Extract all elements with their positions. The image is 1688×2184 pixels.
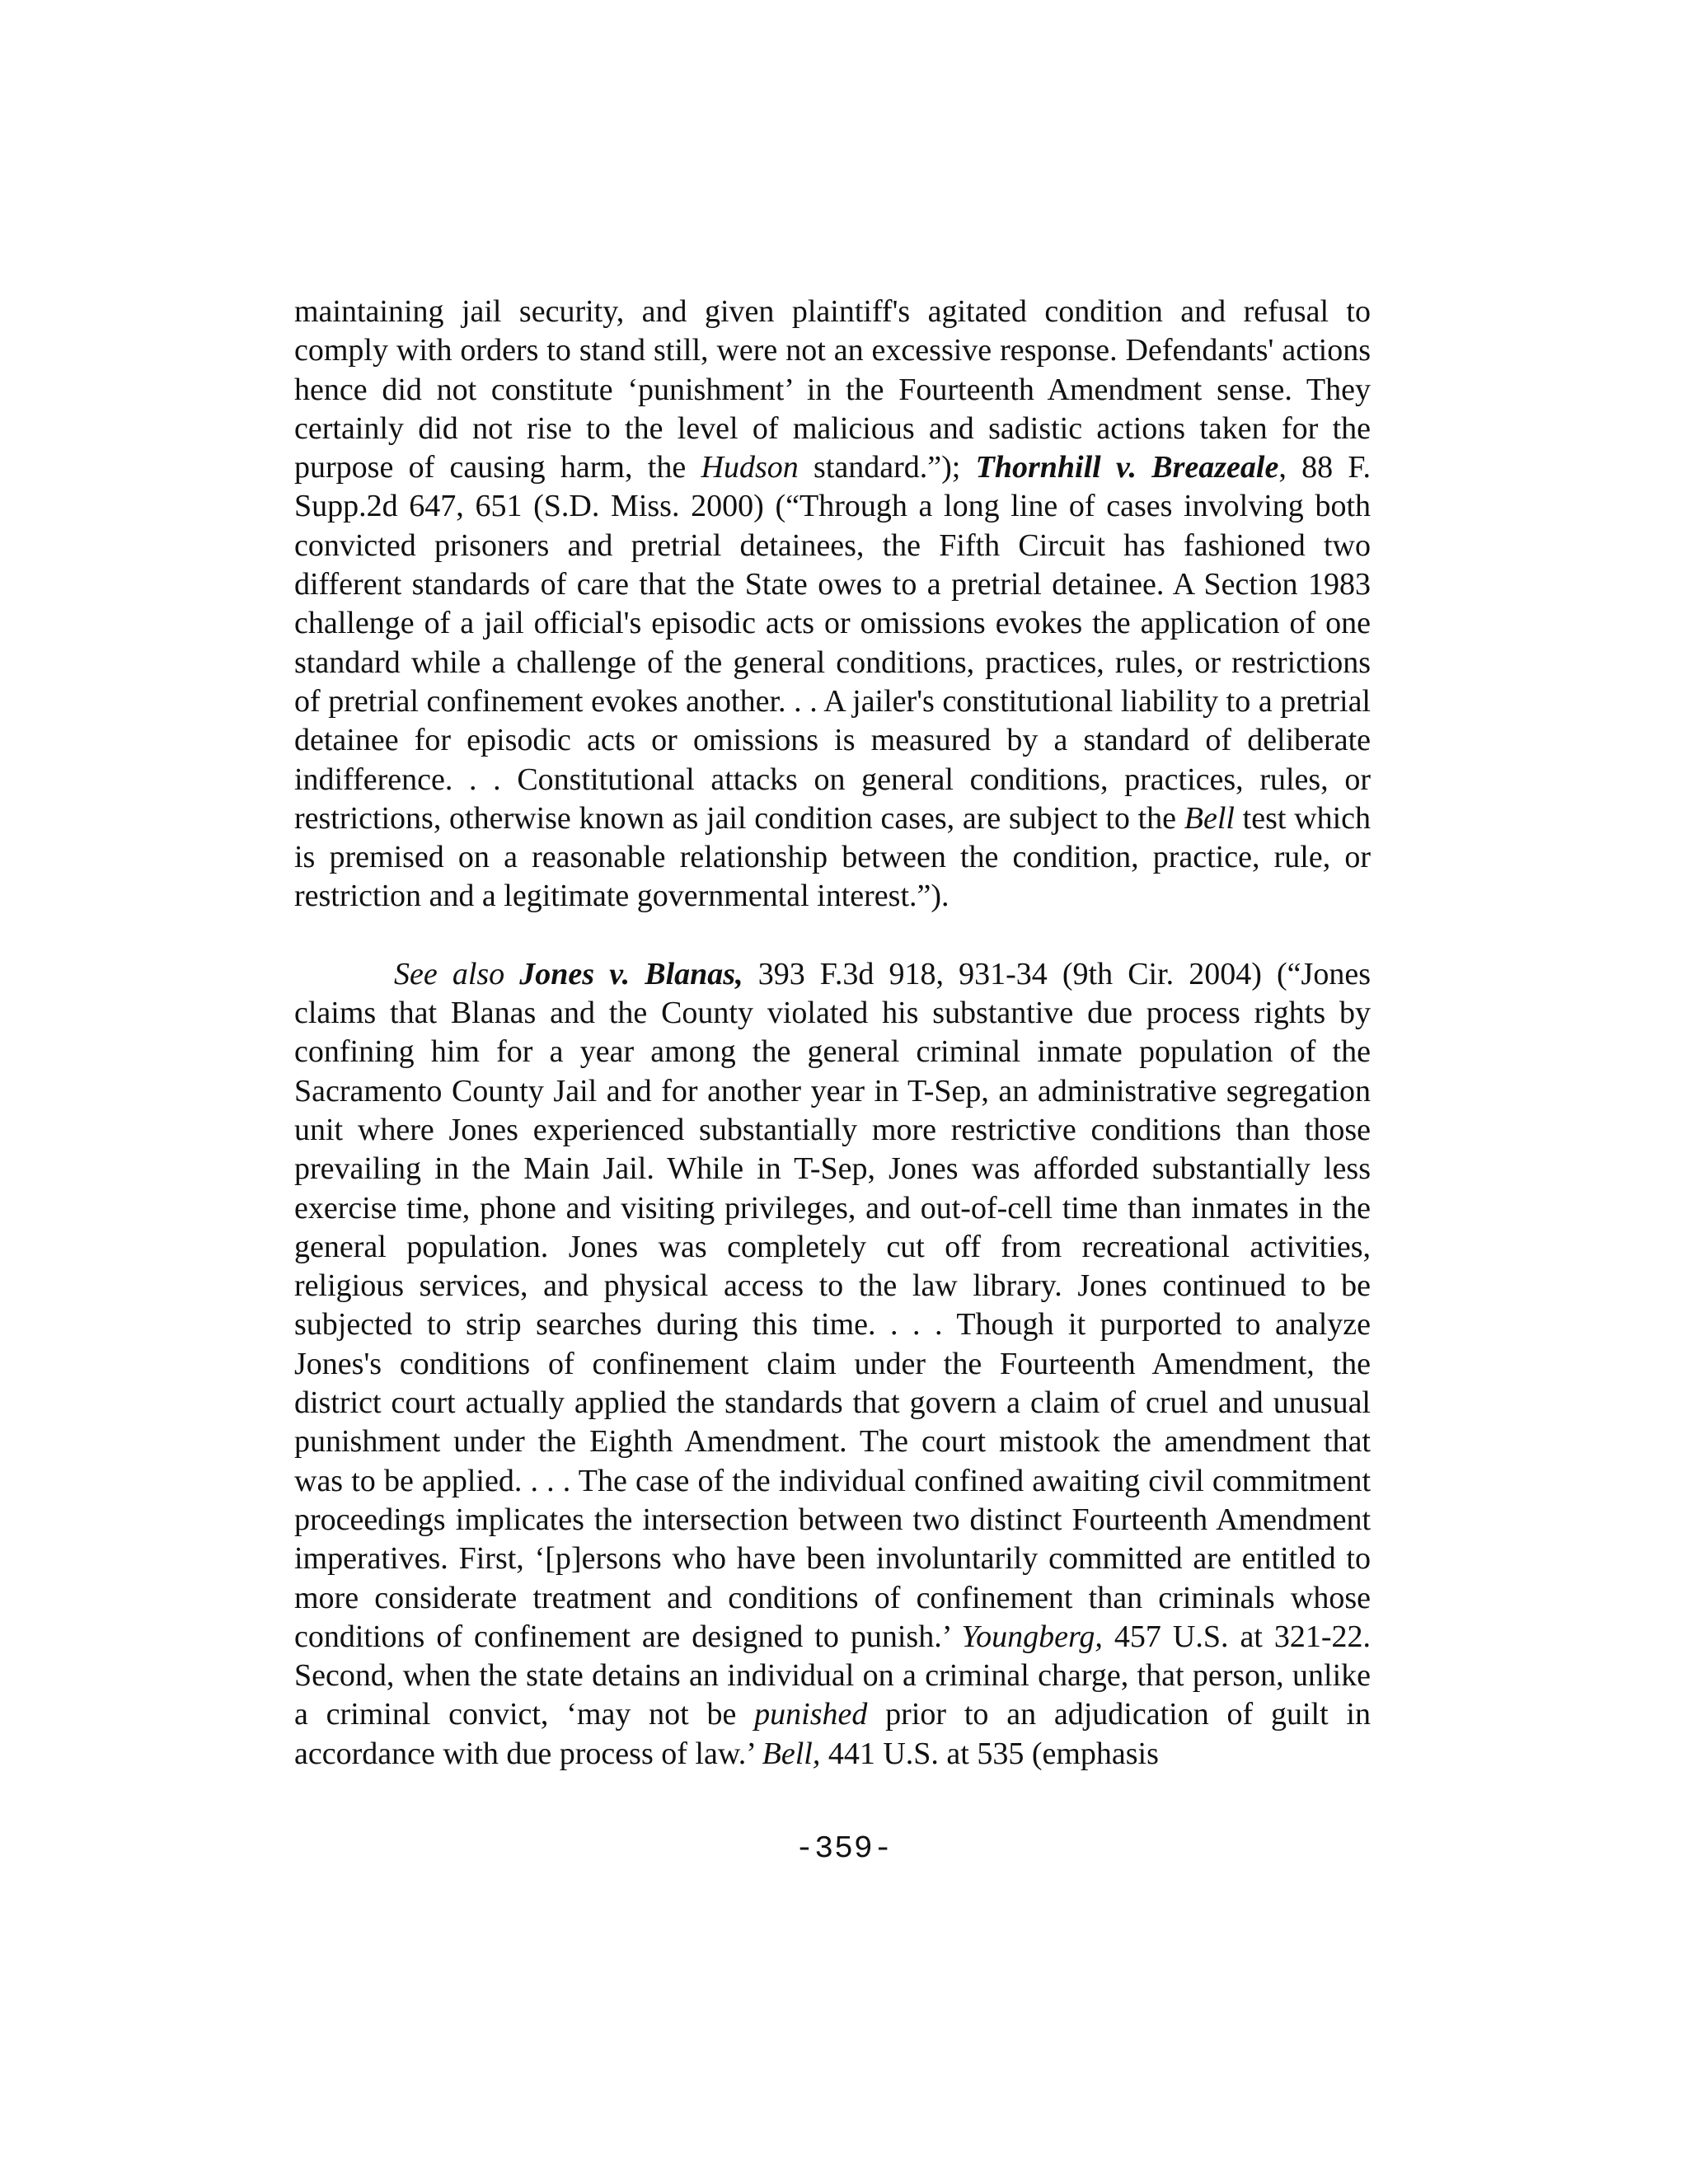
- text-span: 393 F.3d 918, 931-34 (9th Cir. 2004) (“Jones claims that Blanas and the County violated his substantive due process rights by confining him for a year among the general criminal inmate population of the Sacramento County Jail and for another year in T-Sep, an administrative segregation unit where Jones experienced substantially more restrictive conditions than those prevailing in the Main Jail. While in T-Sep, Jones was afforded substantially less exercise time, phone and visiting privileges, and out-of-cell time than inmates in the general population. Jones was completely cut off from recreational activities, religious services, and physical access to the law library. Jones continued to be subjected to strip searches during this time. . . . Though it purported to analyze Jones's conditions of confinement claim under the Fourteenth Amendment, the district court actually applied the standards that govern a claim of cruel and unusual punishment under the Eighth Amendment. The court mistook the amendment that was to be applied. . . . The case of the individual confined awaiting civil commitment proceedings implicates the intersection between two distinct Fourteenth Amendment imperatives. First, ‘[p]ersons who have been involuntarily committed are entitled to more considerate treatment and conditions of confinement than criminals whose conditions of confinement are designed to punish.’: [294, 956, 1371, 1654]
- italic-case-name: Bell: [1184, 800, 1235, 836]
- text-span: test which is premised on a reasonable relationship between the condition, practice, rule, or restriction and a legitimate governmental interest.”).: [294, 800, 1371, 914]
- text-span: standard.”);: [798, 450, 976, 485]
- text-span: 457 U.S. at 321-22. Second, when the state detains an individual on a criminal charge, that person, unlike a criminal convict, ‘may not be: [294, 1619, 1372, 1732]
- case-citation: Jones v. Blanas,: [519, 956, 743, 991]
- text-span: prior to an adjudication of guilt in accordance with due process of law.’: [294, 1697, 1371, 1771]
- page-number: -359-: [795, 1831, 893, 1867]
- paragraph-1: [294, 293, 1371, 916]
- text-span: maintaining jail security, and given plaintiff's agitated condition and refusal to comply with orders to stand still, were not an excessive response. Defendants' actions hence did not constitute ‘punishment’ in the Fourteenth Amendment sense. They certainly did not rise to the level of malicious and sadistic actions taken for the purpose of causing harm, the: [294, 294, 1371, 485]
- paragraph-2: [294, 955, 1371, 1774]
- body-text: [294, 293, 1371, 1774]
- text-span: 441 U.S. at 535 (emphasis: [820, 1736, 1159, 1771]
- italic-case-name: Youngberg,: [961, 1619, 1103, 1654]
- signal-see-also: See also: [394, 956, 505, 991]
- italic-case-name: Bell,: [762, 1736, 821, 1771]
- case-citation: Thornhill v. Breazeale: [975, 450, 1279, 485]
- italic-case-name: Hudson: [701, 450, 799, 485]
- italic-emphasis: punished: [754, 1697, 868, 1732]
- text-span: , 88 F. Supp.2d 647, 651 (S.D. Miss. 2000) (“Through a long line of cases involving both convicted prisoners and pretrial detainees, the Fifth Circuit has fashioned two different standards of care that the State owes to a pretrial detainee. A Section 1983 challenge of a jail official's episodic acts or omissions evokes the application of one standard while a challenge of the general conditions, practices, rules, or restrictions of pretrial confinement evokes another. . . A jailer's constitutional liability to a pretrial detainee for episodic acts or omissions is measured by a standard of deliberate indifference. . . Constitutional attacks on general conditions, practices, rules, or restrictions, otherwise known as jail condition cases, are subject to the: [294, 450, 1372, 836]
